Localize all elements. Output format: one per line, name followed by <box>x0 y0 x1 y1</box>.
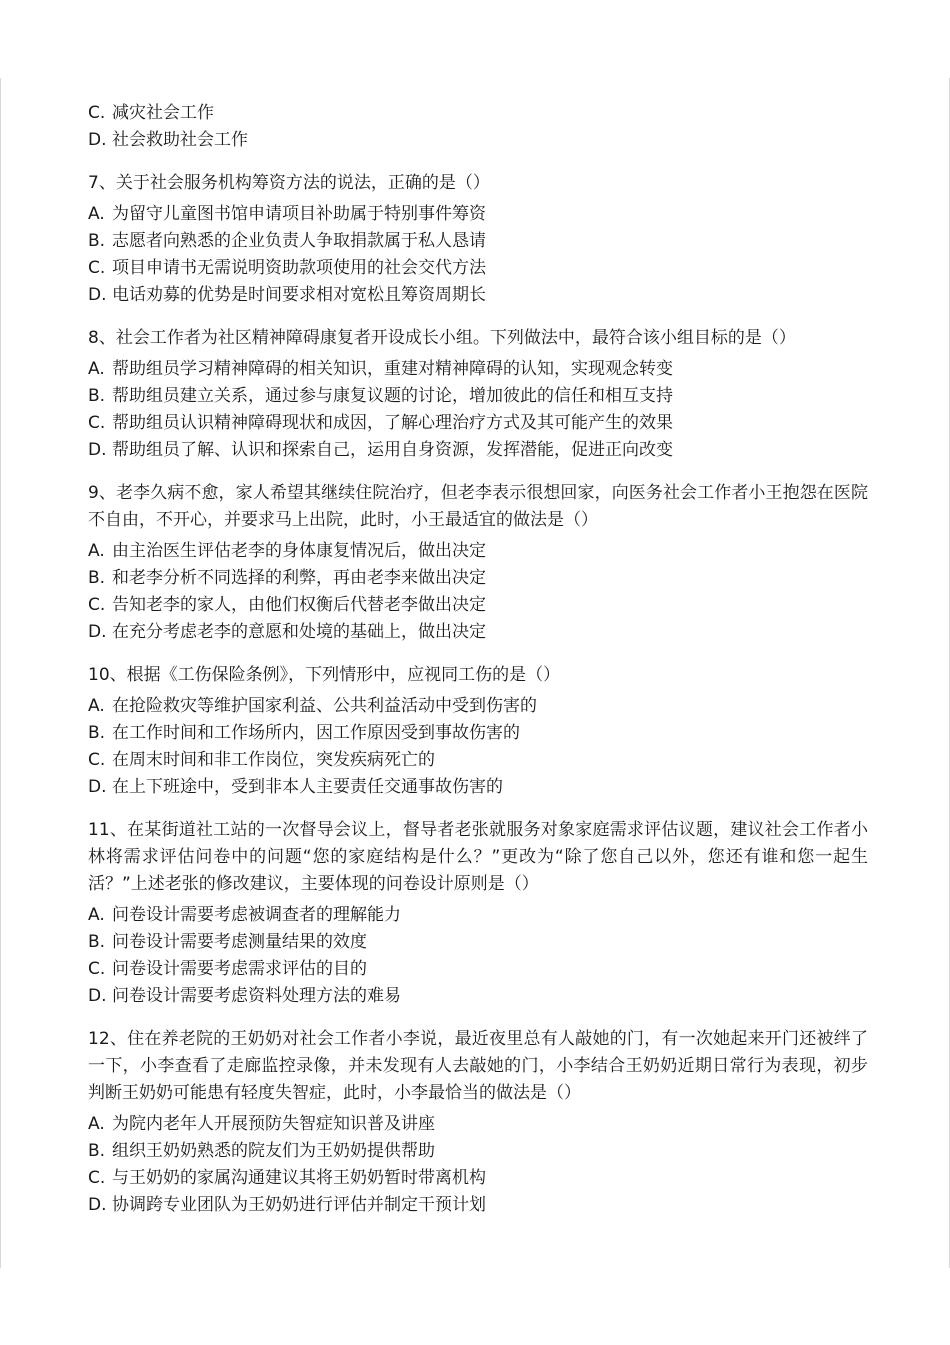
option-text: 协调跨专业团队为王奶奶进行评估并制定干预计划 <box>112 1195 486 1215</box>
option-b <box>88 1138 868 1165</box>
option-b <box>88 383 868 410</box>
option-letter: C. <box>88 595 106 615</box>
option-a <box>88 693 868 720</box>
option-text: 帮助组员建立关系，通过参与康复议题的讨论，增加彼此的信任和相互支持 <box>112 386 673 406</box>
option-text: 电话劝募的优势是时间要求相对宽松且筹资周期长 <box>112 285 486 305</box>
option-letter: C. <box>88 1168 106 1188</box>
option-b <box>88 565 868 592</box>
option-letter: B. <box>88 1141 106 1161</box>
option-text: 帮助组员学习精神障碍的相关知识，重建对精神障碍的认知，实现观念转变 <box>112 359 673 379</box>
question-text: 10、根据《工伤保险条例》，下列情形中，应视同工伤的是（） <box>88 665 561 685</box>
option-letter: A. <box>88 541 105 561</box>
option-letter: D. <box>88 285 107 305</box>
option-letter: B. <box>88 386 106 406</box>
option-d <box>88 619 868 646</box>
option-text: 项目申请书无需说明资助款项使用的社会交代方法 <box>112 258 486 278</box>
option-c <box>88 747 868 774</box>
option-letter: C. <box>88 258 106 278</box>
option-c <box>88 592 868 619</box>
option-letter: C. <box>88 750 106 770</box>
question-7 <box>88 170 868 309</box>
option-letter: D. <box>88 777 107 797</box>
option-letter: A. <box>88 696 105 716</box>
option-text: 组织王奶奶熟悉的院友们为王奶奶提供帮助 <box>112 1141 435 1161</box>
option-a <box>88 902 868 929</box>
option-b <box>88 228 868 255</box>
option-letter: D. <box>88 440 107 460</box>
option-text: 在工作时间和工作场所内，因工作原因受到事故伤害的 <box>112 723 520 743</box>
option-text: 志愿者向熟悉的企业负责人争取捐款属于私人恳请 <box>112 231 486 251</box>
option-b <box>88 929 868 956</box>
option-letter: D. <box>88 622 107 642</box>
option-text: 帮助组员了解、认识和探索自己，运用自身资源，发挥潜能，促进正向改变 <box>112 440 673 460</box>
question-10 <box>88 662 868 801</box>
option-c <box>88 410 868 437</box>
option-c <box>88 255 868 282</box>
question-12 <box>88 1026 868 1219</box>
option-letter: B. <box>88 231 106 251</box>
option-letter: C. <box>88 959 106 979</box>
option-text: 和老李分析不同选择的利弊，再由老李来做出决定 <box>112 568 486 588</box>
option-text: 帮助组员认识精神障碍现状和成因，了解心理治疗方式及其可能产生的效果 <box>112 413 673 433</box>
option-letter: B. <box>88 568 106 588</box>
option-letter: B. <box>88 932 106 952</box>
option-letter: A. <box>88 359 105 379</box>
option-a <box>88 356 868 383</box>
question-text: 9、老李久病不愈，家人希望其继续住院治疗，但老李表示很想回家，向医务社会工作者小王抱怨在医院不自由，不开心，并要求马上出院，此时，小王最适宜的做法是（） <box>88 483 868 530</box>
option-d <box>88 437 868 464</box>
page-content <box>88 100 868 1219</box>
option-text: 在周末时间和非工作岗位，突发疾病死亡的 <box>112 750 435 770</box>
option-letter: A. <box>88 204 105 224</box>
option-b <box>88 720 868 747</box>
question-8 <box>88 325 868 464</box>
option-text: 与王奶奶的家属沟通建议其将王奶奶暂时带离机构 <box>112 1168 486 1188</box>
option-a <box>88 538 868 565</box>
question-text: 8、社会工作者为社区精神障碍康复者开设成长小组。下列做法中，最符合该小组目标的是（） <box>88 328 796 348</box>
carry-over-options <box>88 100 868 154</box>
option-letter: D. <box>88 986 107 1006</box>
option-text: 在充分考虑老李的意愿和处境的基础上，做出决定 <box>112 622 486 642</box>
question-text: 12、住在养老院的王奶奶对社会工作者小李说，最近夜里总有人敲她的门，有一次她起来开门还被绊了一下，小李查看了走廊监控录像，并未发现有人去敲她的门，小李结合王奶奶近期日常行为表现，初步判断王奶奶可能患有轻度失智症，此时，小李最恰当的做法是（） <box>88 1029 868 1103</box>
option-letter: B. <box>88 723 106 743</box>
option-text: 社会救助社会工作 <box>112 130 248 150</box>
option-text: 问卷设计需要考虑资料处理方法的难易 <box>112 986 401 1006</box>
option-text: 为院内老年人开展预防失智症知识普及讲座 <box>112 1114 435 1134</box>
option-c <box>88 1165 868 1192</box>
question-text: 7、关于社会服务机构筹资方法的说法，正确的是（） <box>88 173 490 193</box>
option-letter: A. <box>88 1114 105 1134</box>
option-text: 在抢险救灾等维护国家利益、公共利益活动中受到伤害的 <box>112 696 537 716</box>
option-d <box>88 774 868 801</box>
option-a <box>88 201 868 228</box>
option-d <box>88 1192 868 1219</box>
question-9 <box>88 480 868 646</box>
option-text: 问卷设计需要考虑需求评估的目的 <box>112 959 367 979</box>
question-text: 11、在某街道社工站的一次督导会议上，督导者老张就服务对象家庭需求评估议题，建议社会工作者小林将需求评估问卷中的问题“您的家庭结构是什么？”更改为“除了您自己以外，您还有谁和您一起生活？”上述老张的修改建议，主要体现的问卷设计原则是（） <box>88 820 868 894</box>
option-c <box>88 100 868 127</box>
option-a <box>88 1111 868 1138</box>
question-11 <box>88 817 868 1010</box>
option-letter: C. <box>88 413 106 433</box>
option-c <box>88 956 868 983</box>
option-letter: D. <box>88 1195 107 1215</box>
option-letter: A. <box>88 905 105 925</box>
option-d <box>88 282 868 309</box>
option-letter: C. <box>88 103 106 123</box>
option-text: 告知老李的家人，由他们权衡后代替老李做出决定 <box>112 595 486 615</box>
option-text: 问卷设计需要考虑被调查者的理解能力 <box>112 905 401 925</box>
option-text: 问卷设计需要考虑测量结果的效度 <box>112 932 367 952</box>
option-text: 减灾社会工作 <box>112 103 214 123</box>
option-text: 在上下班途中，受到非本人主要责任交通事故伤害的 <box>112 777 503 797</box>
option-text: 由主治医生评估老李的身体康复情况后，做出决定 <box>112 541 486 561</box>
option-text: 为留守儿童图书馆申请项目补助属于特别事件筹资 <box>112 204 486 224</box>
option-d <box>88 983 868 1010</box>
option-letter: D. <box>88 130 107 150</box>
option-d <box>88 127 868 154</box>
page-left-edge <box>0 78 1 1268</box>
